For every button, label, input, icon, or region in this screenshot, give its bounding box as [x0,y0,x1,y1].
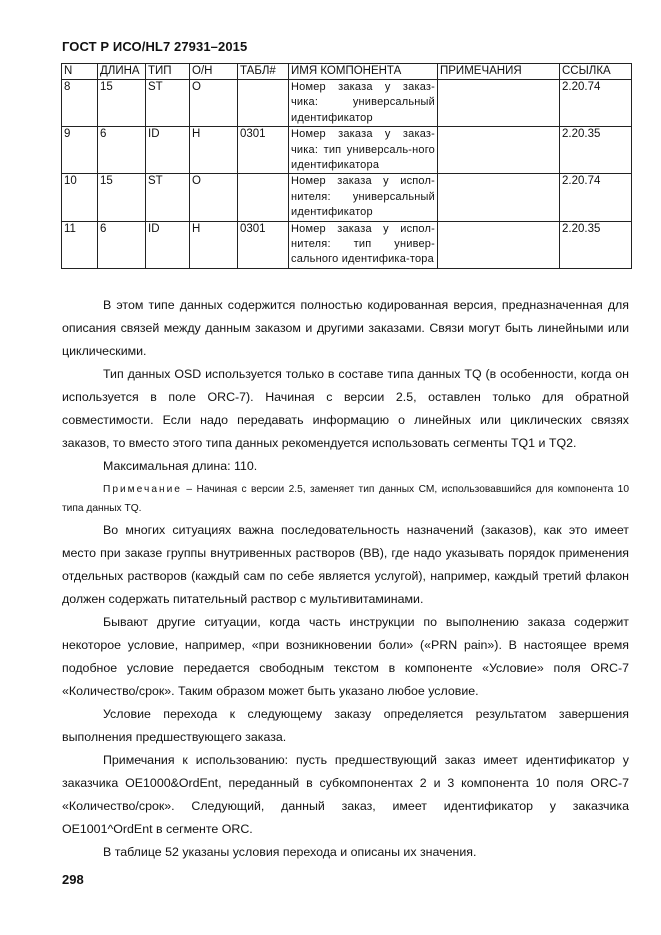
cell-n: 10 [62,174,98,221]
note [62,480,629,518]
cell-table-number [238,174,289,221]
cell-n: 8 [62,80,98,127]
component-table [61,63,632,269]
column-header-table-number: ТАБЛ# [238,64,289,80]
paragraph: Тип данных OSD используется только в составе типа данных TQ (в особенности, когда он используется в поле ORC-7). Начиная с версии 2.5, оставлен только для обратной совместимости. Если надо передавать информацию о линейных или циклических связях заказов, то вместо этого типа данных рекомендуется использовать сегменты TQ1 и TQ2. [62,367,629,450]
cell-length: 15 [98,174,146,221]
note-label: Примечание [103,484,182,495]
paragraph: В таблице 52 указаны условия перехода и описаны их значения. [103,845,477,859]
cell-component-name: Номер заказа у заказ-чика: универсальный идентификатор [289,80,438,127]
column-header-reference: ССЫЛКА [560,64,632,80]
cell-optional: О [190,80,238,127]
cell-optional: О [190,174,238,221]
cell-table-number: 0301 [238,127,289,174]
cell-notes [438,80,560,127]
cell-notes [438,174,560,221]
table-row [62,221,632,268]
cell-type: ID [146,221,190,268]
cell-n: 11 [62,221,98,268]
paragraph: В этом типе данных содержится полностью кодированная версия, предназначенная для описания связей между данным заказом и другими заказами. Связи могут быть линейными или циклическими. [62,298,629,358]
paragraph: Во многих ситуациях важна последовательность назначений (заказов), как это имеет место при заказе группы внутривенных растворов (ВВ), где надо указывать порядок применения отдельных растворов (каждый сам по себе является услугой), например, каждый третий флакон должен содержать питательный раствор с мультивитаминами. [62,523,629,606]
column-header-type: ТИП [146,64,190,80]
body-text [62,294,629,864]
note-text: – Начиная с версии 2.5, заменяет тип данных CM, использовавшийся для компонента 10 типа данных TQ. [62,484,629,514]
cell-notes [438,221,560,268]
cell-optional: Н [190,127,238,174]
cell-type: ST [146,174,190,221]
document-header: ГОСТ Р ИСО/HL7 27931–2015 [62,39,248,54]
cell-type: ST [146,80,190,127]
column-header-notes: ПРИМЕЧАНИЯ [438,64,560,80]
table-row [62,80,632,127]
cell-component-name: Номер заказа у испол-нителя: тип универ-сального идентифика-тора [289,221,438,268]
cell-reference: 2.20.35 [560,221,632,268]
cell-type: ID [146,127,190,174]
cell-length: 6 [98,221,146,268]
cell-reference: 2.20.74 [560,80,632,127]
cell-length: 6 [98,127,146,174]
cell-component-name: Номер заказа у заказ-чика: тип универсаль-ного идентификатора [289,127,438,174]
column-header-component-name: ИМЯ КОМПОНЕНТА [289,64,438,80]
paragraph: Примечания к использованию: пусть предшествующий заказ имеет идентификатор у заказчика OE1000&OrdEnt, переданный в субкомпонентах 2 и 3 компонента 10 поля ORC-7 «Количество/срок». Следующий, данный заказ, имеет идентификатор у заказчика OE1001^OrdEnt в сегменте ORC. [62,753,629,836]
table-row [62,174,632,221]
cell-notes [438,127,560,174]
page-number: 298 [62,872,84,887]
cell-length: 15 [98,80,146,127]
paragraph: Бывают другие ситуации, когда часть инструкции по выполнению заказа содержит некоторое условие, например, «при возникновении боли» («PRN pain»). В настоящее время подобное условие передается свободным текстом в компоненте «Условие» поля ORC-7 «Количество/срок». Таким образом может быть указано любое условие. [62,615,629,698]
cell-n: 9 [62,127,98,174]
column-header-optional: О/Н [190,64,238,80]
table-row [62,127,632,174]
paragraph: Условие перехода к следующему заказу определяется результатом завершения выполнения предшествующего заказа. [62,707,629,744]
cell-table-number [238,80,289,127]
cell-reference: 2.20.35 [560,127,632,174]
column-header-n: N [62,64,98,80]
cell-optional: Н [190,221,238,268]
cell-reference: 2.20.74 [560,174,632,221]
paragraph: Максимальная длина: 110. [103,459,258,473]
table-header-row [62,64,632,80]
column-header-length: ДЛИНА [98,64,146,80]
cell-table-number: 0301 [238,221,289,268]
cell-component-name: Номер заказа у испол-нителя: универсальный идентификатор [289,174,438,221]
